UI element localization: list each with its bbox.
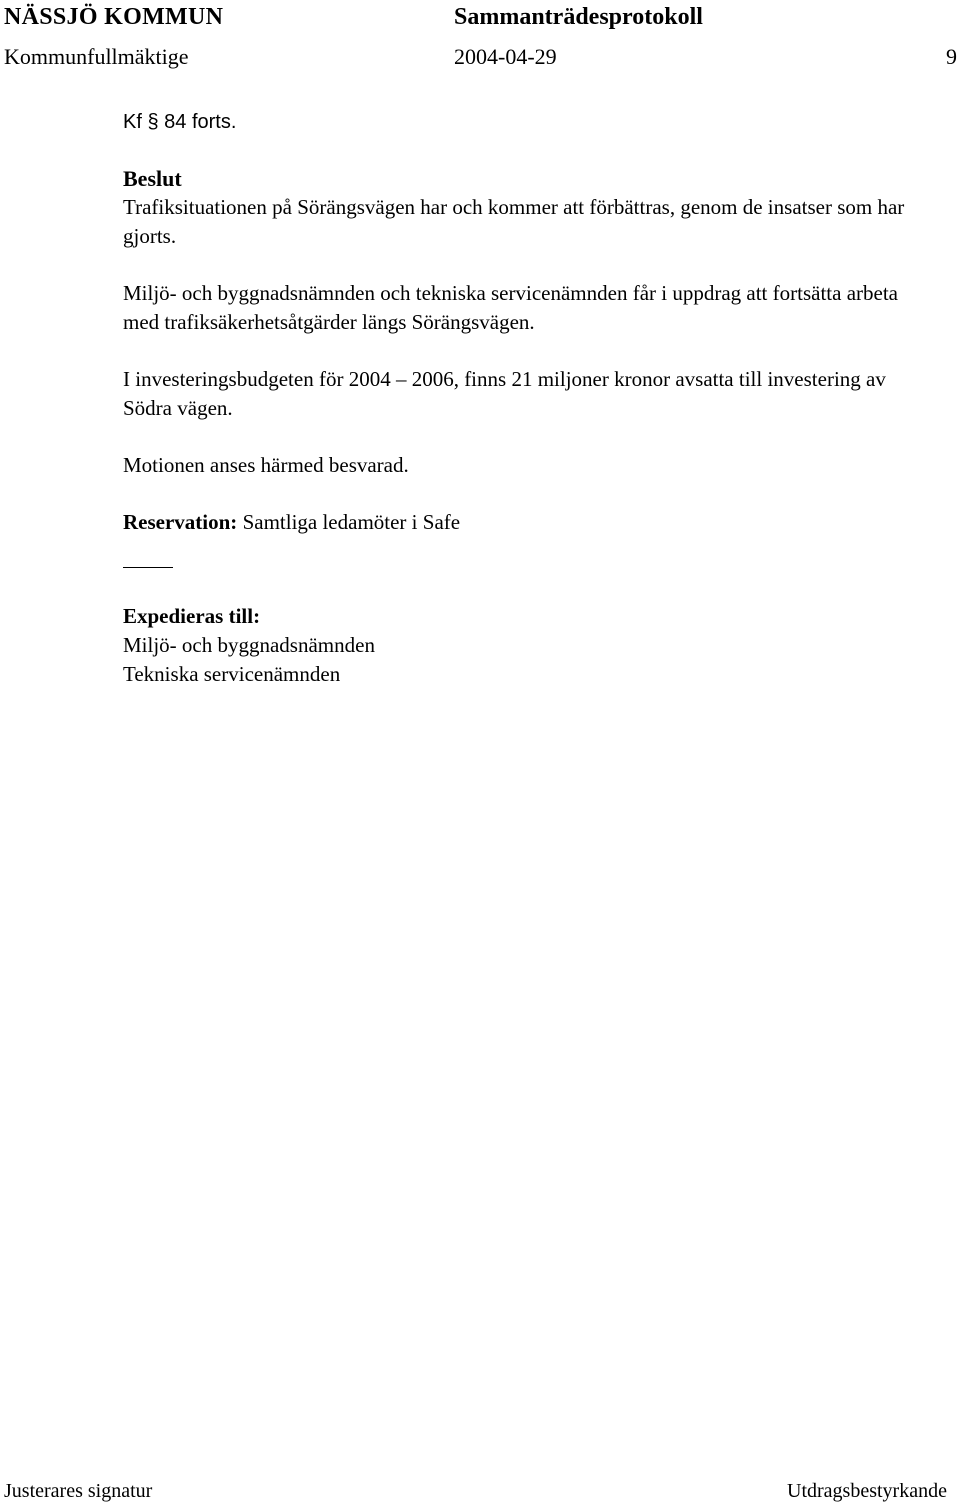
dispatch-heading: Expedieras till:	[123, 604, 261, 628]
reservation-text: Samtliga ledamöter i Safe	[242, 510, 461, 534]
decision-paragraph: Motionen anses härmed besvarad.	[123, 453, 409, 477]
decision-paragraph: Miljö- och byggnadsnämnden och tekniska servicenämnden får i uppdrag att fortsätta arbeta med trafiksäkerhetsåtgärder längs Sörängsvägen.	[123, 281, 898, 334]
decision-paragraph: I investeringsbudgeten för 2004 – 2006, finns 21 miljoner kronor avsatta till investering av Södra vägen.	[123, 367, 886, 420]
organization-name: NÄSSJÖ KOMMUN	[4, 4, 224, 30]
page-number: 9	[946, 44, 957, 69]
decision-heading: Beslut	[123, 166, 182, 191]
extract-certification-label: Utdragsbestyrkande	[787, 1480, 947, 1502]
section-symbol: §	[147, 111, 159, 133]
document-type: Sammanträdesprotokoll	[454, 4, 703, 30]
meeting-date: 2004-04-29	[454, 44, 557, 69]
section-divider	[123, 567, 173, 568]
reference-rest: 84 forts.	[164, 111, 237, 133]
committee-name: Kommunfullmäktige	[4, 44, 189, 69]
decision-paragraph: Trafiksituationen på Sörängsvägen har och kommer att förbättras, genom de insatser som har gjorts.	[123, 195, 905, 248]
dispatch-recipient: Tekniska servicenämnden	[123, 662, 341, 686]
section-reference	[123, 108, 923, 137]
protocol-section	[123, 108, 923, 689]
dispatch-recipient: Miljö- och byggnadsnämnden	[123, 633, 375, 657]
reservation-line	[123, 508, 923, 537]
signature-label: Justerares signatur	[4, 1480, 153, 1502]
reservation-label: Reservation:	[123, 510, 238, 534]
reference-prefix: Kf	[123, 111, 142, 133]
